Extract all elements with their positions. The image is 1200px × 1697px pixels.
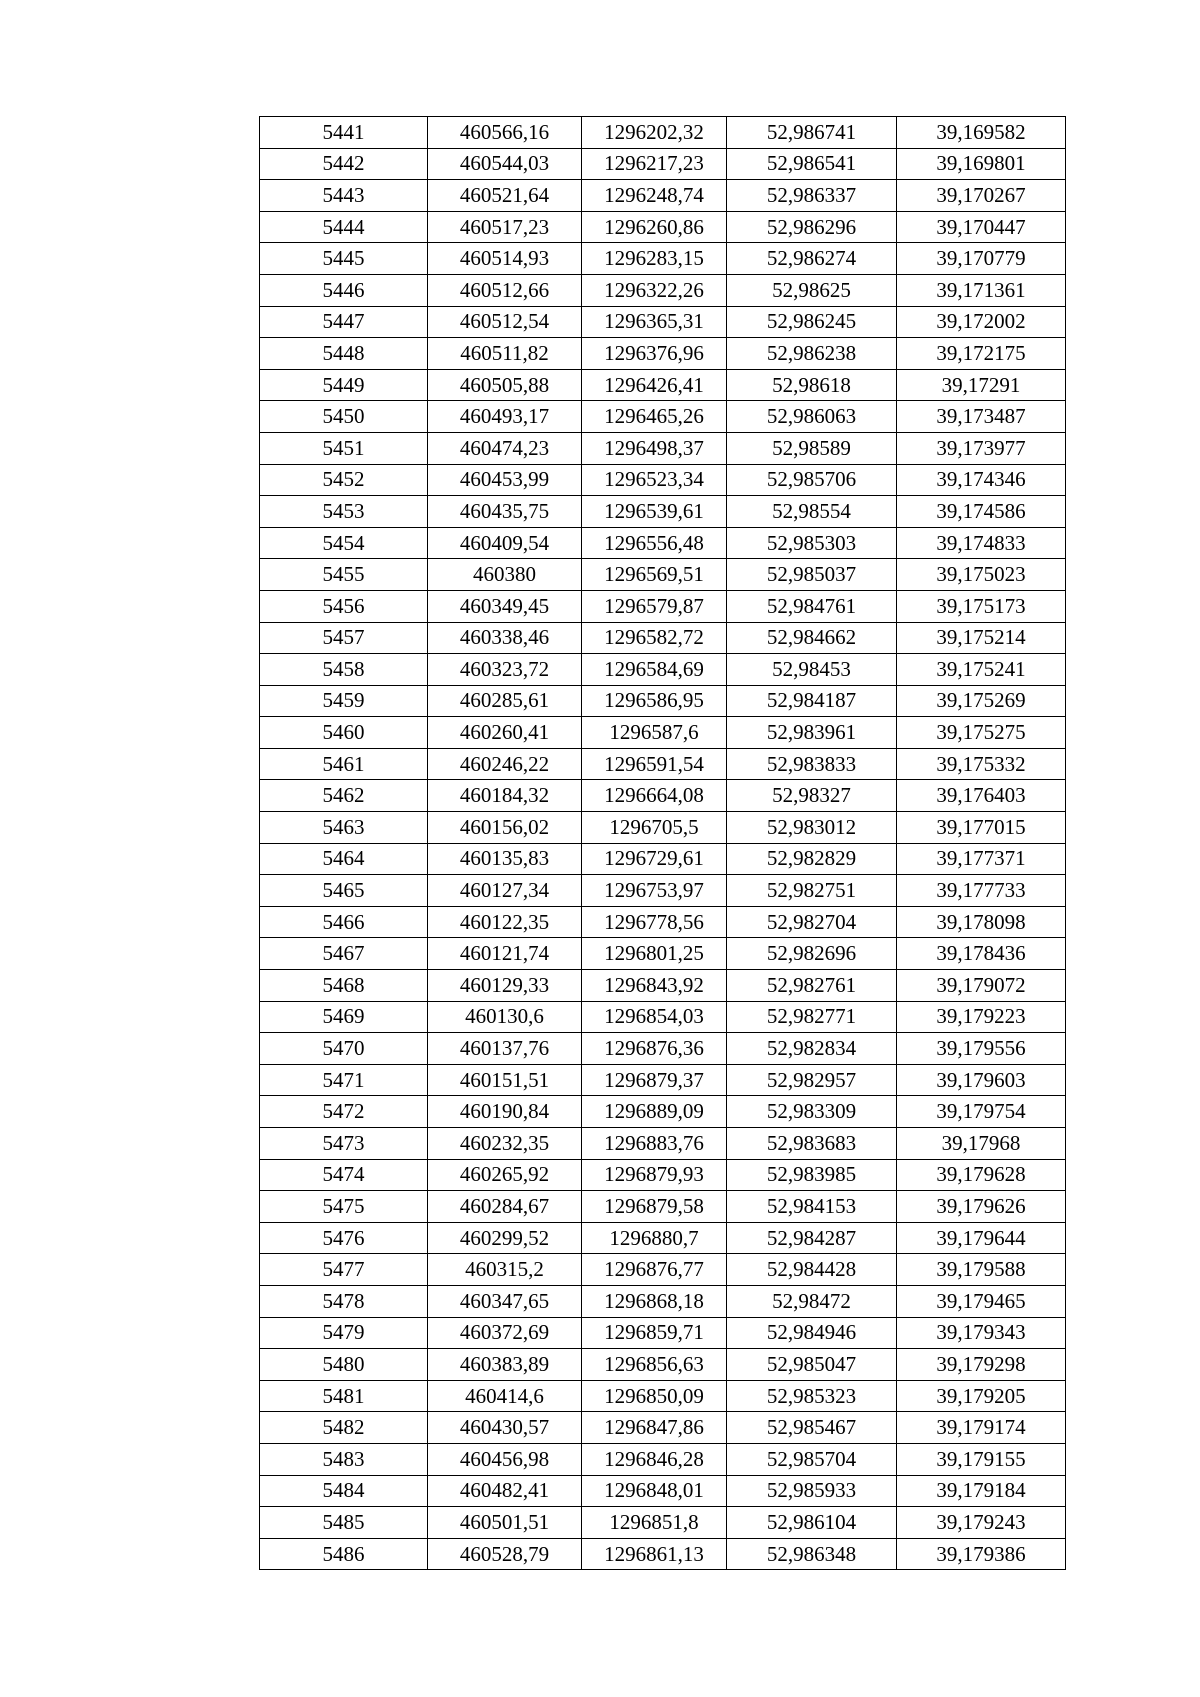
- y-coordinate-cell: 1296217,23: [582, 148, 727, 180]
- point-number-cell: 5471: [260, 1064, 428, 1096]
- point-number-cell: 5459: [260, 685, 428, 717]
- x-coordinate-cell: 460347,65: [428, 1285, 582, 1317]
- x-coordinate-cell: 460544,03: [428, 148, 582, 180]
- latitude-cell: 52,985467: [727, 1412, 897, 1444]
- point-number-cell: 5460: [260, 717, 428, 749]
- table-row: [260, 812, 1066, 844]
- x-coordinate-cell: 460505,88: [428, 369, 582, 401]
- x-coordinate-cell: 460430,57: [428, 1412, 582, 1444]
- longitude-cell: 39,17968: [897, 1128, 1066, 1160]
- longitude-cell: 39,174586: [897, 496, 1066, 528]
- latitude-cell: 52,986741: [727, 117, 897, 149]
- longitude-cell: 39,179556: [897, 1033, 1066, 1065]
- longitude-cell: 39,171361: [897, 274, 1066, 306]
- x-coordinate-cell: 460521,64: [428, 180, 582, 212]
- longitude-cell: 39,174346: [897, 464, 1066, 496]
- latitude-cell: 52,985704: [727, 1443, 897, 1475]
- latitude-cell: 52,98554: [727, 496, 897, 528]
- x-coordinate-cell: 460512,54: [428, 306, 582, 338]
- x-coordinate-cell: 460383,89: [428, 1349, 582, 1381]
- point-number-cell: 5462: [260, 780, 428, 812]
- y-coordinate-cell: 1296854,03: [582, 1001, 727, 1033]
- latitude-cell: 52,982704: [727, 906, 897, 938]
- x-coordinate-cell: 460456,98: [428, 1443, 582, 1475]
- y-coordinate-cell: 1296859,71: [582, 1317, 727, 1349]
- latitude-cell: 52,982834: [727, 1033, 897, 1065]
- point-number-cell: 5468: [260, 970, 428, 1002]
- y-coordinate-cell: 1296851,8: [582, 1507, 727, 1539]
- x-coordinate-cell: 460349,45: [428, 590, 582, 622]
- point-number-cell: 5456: [260, 590, 428, 622]
- y-coordinate-cell: 1296880,7: [582, 1222, 727, 1254]
- table-row: [260, 685, 1066, 717]
- latitude-cell: 52,983833: [727, 748, 897, 780]
- y-coordinate-cell: 1296322,26: [582, 274, 727, 306]
- y-coordinate-cell: 1296876,77: [582, 1254, 727, 1286]
- latitude-cell: 52,982829: [727, 843, 897, 875]
- y-coordinate-cell: 1296426,41: [582, 369, 727, 401]
- longitude-cell: 39,175269: [897, 685, 1066, 717]
- y-coordinate-cell: 1296879,93: [582, 1159, 727, 1191]
- longitude-cell: 39,179588: [897, 1254, 1066, 1286]
- longitude-cell: 39,179223: [897, 1001, 1066, 1033]
- y-coordinate-cell: 1296664,08: [582, 780, 727, 812]
- x-coordinate-cell: 460482,41: [428, 1475, 582, 1507]
- latitude-cell: 52,985706: [727, 464, 897, 496]
- point-number-cell: 5482: [260, 1412, 428, 1444]
- table-row: [260, 1285, 1066, 1317]
- longitude-cell: 39,179603: [897, 1064, 1066, 1096]
- longitude-cell: 39,172002: [897, 306, 1066, 338]
- point-number-cell: 5444: [260, 211, 428, 243]
- coordinates-table: [259, 116, 1066, 1570]
- y-coordinate-cell: 1296584,69: [582, 654, 727, 686]
- longitude-cell: 39,170779: [897, 243, 1066, 275]
- latitude-cell: 52,98618: [727, 369, 897, 401]
- y-coordinate-cell: 1296868,18: [582, 1285, 727, 1317]
- point-number-cell: 5443: [260, 180, 428, 212]
- x-coordinate-cell: 460184,32: [428, 780, 582, 812]
- longitude-cell: 39,177733: [897, 875, 1066, 907]
- y-coordinate-cell: 1296498,37: [582, 432, 727, 464]
- longitude-cell: 39,176403: [897, 780, 1066, 812]
- latitude-cell: 52,98625: [727, 274, 897, 306]
- latitude-cell: 52,985303: [727, 527, 897, 559]
- x-coordinate-cell: 460130,6: [428, 1001, 582, 1033]
- point-number-cell: 5474: [260, 1159, 428, 1191]
- longitude-cell: 39,175173: [897, 590, 1066, 622]
- x-coordinate-cell: 460285,61: [428, 685, 582, 717]
- longitude-cell: 39,177015: [897, 812, 1066, 844]
- table-row: [260, 274, 1066, 306]
- table-row: [260, 432, 1066, 464]
- latitude-cell: 52,986337: [727, 180, 897, 212]
- latitude-cell: 52,983961: [727, 717, 897, 749]
- table-row: [260, 369, 1066, 401]
- x-coordinate-cell: 460323,72: [428, 654, 582, 686]
- point-number-cell: 5452: [260, 464, 428, 496]
- x-coordinate-cell: 460137,76: [428, 1033, 582, 1065]
- point-number-cell: 5441: [260, 117, 428, 149]
- x-coordinate-cell: 460232,35: [428, 1128, 582, 1160]
- point-number-cell: 5467: [260, 938, 428, 970]
- y-coordinate-cell: 1296889,09: [582, 1096, 727, 1128]
- point-number-cell: 5445: [260, 243, 428, 275]
- point-number-cell: 5455: [260, 559, 428, 591]
- latitude-cell: 52,983985: [727, 1159, 897, 1191]
- point-number-cell: 5450: [260, 401, 428, 433]
- table-row: [260, 1222, 1066, 1254]
- table-row: [260, 875, 1066, 907]
- point-number-cell: 5454: [260, 527, 428, 559]
- latitude-cell: 52,982771: [727, 1001, 897, 1033]
- point-number-cell: 5451: [260, 432, 428, 464]
- point-number-cell: 5461: [260, 748, 428, 780]
- longitude-cell: 39,175241: [897, 654, 1066, 686]
- x-coordinate-cell: 460190,84: [428, 1096, 582, 1128]
- table-row: [260, 590, 1066, 622]
- y-coordinate-cell: 1296465,26: [582, 401, 727, 433]
- point-number-cell: 5483: [260, 1443, 428, 1475]
- y-coordinate-cell: 1296539,61: [582, 496, 727, 528]
- x-coordinate-cell: 460265,92: [428, 1159, 582, 1191]
- table-row: [260, 306, 1066, 338]
- x-coordinate-cell: 460435,75: [428, 496, 582, 528]
- table-row: [260, 338, 1066, 370]
- point-number-cell: 5476: [260, 1222, 428, 1254]
- point-number-cell: 5465: [260, 875, 428, 907]
- table-row: [260, 906, 1066, 938]
- point-number-cell: 5449: [260, 369, 428, 401]
- table-row: [260, 1128, 1066, 1160]
- point-number-cell: 5458: [260, 654, 428, 686]
- x-coordinate-cell: 460501,51: [428, 1507, 582, 1539]
- latitude-cell: 52,985323: [727, 1380, 897, 1412]
- x-coordinate-cell: 460528,79: [428, 1538, 582, 1570]
- point-number-cell: 5442: [260, 148, 428, 180]
- point-number-cell: 5447: [260, 306, 428, 338]
- y-coordinate-cell: 1296587,6: [582, 717, 727, 749]
- longitude-cell: 39,178436: [897, 938, 1066, 970]
- longitude-cell: 39,175332: [897, 748, 1066, 780]
- point-number-cell: 5481: [260, 1380, 428, 1412]
- x-coordinate-cell: 460511,82: [428, 338, 582, 370]
- y-coordinate-cell: 1296365,31: [582, 306, 727, 338]
- point-number-cell: 5463: [260, 812, 428, 844]
- x-coordinate-cell: 460127,34: [428, 875, 582, 907]
- x-coordinate-cell: 460260,41: [428, 717, 582, 749]
- y-coordinate-cell: 1296850,09: [582, 1380, 727, 1412]
- x-coordinate-cell: 460284,67: [428, 1191, 582, 1223]
- x-coordinate-cell: 460512,66: [428, 274, 582, 306]
- latitude-cell: 52,986541: [727, 148, 897, 180]
- table-row: [260, 1538, 1066, 1570]
- x-coordinate-cell: 460246,22: [428, 748, 582, 780]
- longitude-cell: 39,173487: [897, 401, 1066, 433]
- y-coordinate-cell: 1296856,63: [582, 1349, 727, 1381]
- x-coordinate-cell: 460151,51: [428, 1064, 582, 1096]
- y-coordinate-cell: 1296579,87: [582, 590, 727, 622]
- latitude-cell: 52,985037: [727, 559, 897, 591]
- latitude-cell: 52,984428: [727, 1254, 897, 1286]
- latitude-cell: 52,984187: [727, 685, 897, 717]
- table-row: [260, 1380, 1066, 1412]
- table-row: [260, 1254, 1066, 1286]
- y-coordinate-cell: 1296376,96: [582, 338, 727, 370]
- longitude-cell: 39,179174: [897, 1412, 1066, 1444]
- y-coordinate-cell: 1296556,48: [582, 527, 727, 559]
- point-number-cell: 5446: [260, 274, 428, 306]
- point-number-cell: 5480: [260, 1349, 428, 1381]
- table-row: [260, 622, 1066, 654]
- y-coordinate-cell: 1296778,56: [582, 906, 727, 938]
- x-coordinate-cell: 460517,23: [428, 211, 582, 243]
- longitude-cell: 39,170267: [897, 180, 1066, 212]
- x-coordinate-cell: 460156,02: [428, 812, 582, 844]
- latitude-cell: 52,986296: [727, 211, 897, 243]
- x-coordinate-cell: 460121,74: [428, 938, 582, 970]
- longitude-cell: 39,179343: [897, 1317, 1066, 1349]
- latitude-cell: 52,98327: [727, 780, 897, 812]
- longitude-cell: 39,179626: [897, 1191, 1066, 1223]
- longitude-cell: 39,175214: [897, 622, 1066, 654]
- point-number-cell: 5486: [260, 1538, 428, 1570]
- y-coordinate-cell: 1296848,01: [582, 1475, 727, 1507]
- longitude-cell: 39,169582: [897, 117, 1066, 149]
- latitude-cell: 52,98472: [727, 1285, 897, 1317]
- latitude-cell: 52,986104: [727, 1507, 897, 1539]
- table-row: [260, 970, 1066, 1002]
- longitude-cell: 39,177371: [897, 843, 1066, 875]
- x-coordinate-cell: 460380: [428, 559, 582, 591]
- x-coordinate-cell: 460514,93: [428, 243, 582, 275]
- latitude-cell: 52,983683: [727, 1128, 897, 1160]
- latitude-cell: 52,986238: [727, 338, 897, 370]
- longitude-cell: 39,179155: [897, 1443, 1066, 1475]
- point-number-cell: 5475: [260, 1191, 428, 1223]
- table-row: [260, 117, 1066, 149]
- y-coordinate-cell: 1296846,28: [582, 1443, 727, 1475]
- point-number-cell: 5470: [260, 1033, 428, 1065]
- longitude-cell: 39,172175: [897, 338, 1066, 370]
- table-row: [260, 1349, 1066, 1381]
- x-coordinate-cell: 460414,6: [428, 1380, 582, 1412]
- table-row: [260, 401, 1066, 433]
- longitude-cell: 39,179184: [897, 1475, 1066, 1507]
- longitude-cell: 39,179205: [897, 1380, 1066, 1412]
- y-coordinate-cell: 1296847,86: [582, 1412, 727, 1444]
- coordinates-table-body: [260, 117, 1066, 1570]
- y-coordinate-cell: 1296753,97: [582, 875, 727, 907]
- latitude-cell: 52,984662: [727, 622, 897, 654]
- latitude-cell: 52,98589: [727, 432, 897, 464]
- y-coordinate-cell: 1296876,36: [582, 1033, 727, 1065]
- table-row: [260, 1412, 1066, 1444]
- table-row: [260, 496, 1066, 528]
- y-coordinate-cell: 1296729,61: [582, 843, 727, 875]
- longitude-cell: 39,170447: [897, 211, 1066, 243]
- point-number-cell: 5448: [260, 338, 428, 370]
- table-row: [260, 654, 1066, 686]
- table-row: [260, 748, 1066, 780]
- table-row: [260, 1317, 1066, 1349]
- point-number-cell: 5472: [260, 1096, 428, 1128]
- latitude-cell: 52,986245: [727, 306, 897, 338]
- table-row: [260, 1443, 1066, 1475]
- longitude-cell: 39,179644: [897, 1222, 1066, 1254]
- latitude-cell: 52,982751: [727, 875, 897, 907]
- y-coordinate-cell: 1296705,5: [582, 812, 727, 844]
- latitude-cell: 52,985933: [727, 1475, 897, 1507]
- y-coordinate-cell: 1296879,37: [582, 1064, 727, 1096]
- latitude-cell: 52,983309: [727, 1096, 897, 1128]
- y-coordinate-cell: 1296861,13: [582, 1538, 727, 1570]
- table-row: [260, 717, 1066, 749]
- y-coordinate-cell: 1296883,76: [582, 1128, 727, 1160]
- x-coordinate-cell: 460453,99: [428, 464, 582, 496]
- table-row: [260, 180, 1066, 212]
- table-row: [260, 527, 1066, 559]
- latitude-cell: 52,982761: [727, 970, 897, 1002]
- longitude-cell: 39,169801: [897, 148, 1066, 180]
- longitude-cell: 39,179754: [897, 1096, 1066, 1128]
- x-coordinate-cell: 460129,33: [428, 970, 582, 1002]
- table-row: [260, 1159, 1066, 1191]
- latitude-cell: 52,983012: [727, 812, 897, 844]
- latitude-cell: 52,984946: [727, 1317, 897, 1349]
- y-coordinate-cell: 1296248,74: [582, 180, 727, 212]
- table-row: [260, 559, 1066, 591]
- y-coordinate-cell: 1296582,72: [582, 622, 727, 654]
- longitude-cell: 39,178098: [897, 906, 1066, 938]
- point-number-cell: 5473: [260, 1128, 428, 1160]
- point-number-cell: 5457: [260, 622, 428, 654]
- table-row: [260, 780, 1066, 812]
- latitude-cell: 52,982696: [727, 938, 897, 970]
- point-number-cell: 5464: [260, 843, 428, 875]
- x-coordinate-cell: 460372,69: [428, 1317, 582, 1349]
- longitude-cell: 39,17291: [897, 369, 1066, 401]
- latitude-cell: 52,984287: [727, 1222, 897, 1254]
- latitude-cell: 52,985047: [727, 1349, 897, 1381]
- table-row: [260, 1475, 1066, 1507]
- y-coordinate-cell: 1296523,34: [582, 464, 727, 496]
- longitude-cell: 39,174833: [897, 527, 1066, 559]
- x-coordinate-cell: 460299,52: [428, 1222, 582, 1254]
- latitude-cell: 52,986348: [727, 1538, 897, 1570]
- table-row: [260, 211, 1066, 243]
- latitude-cell: 52,986063: [727, 401, 897, 433]
- y-coordinate-cell: 1296260,86: [582, 211, 727, 243]
- latitude-cell: 52,98453: [727, 654, 897, 686]
- table-row: [260, 1507, 1066, 1539]
- longitude-cell: 39,179298: [897, 1349, 1066, 1381]
- y-coordinate-cell: 1296591,54: [582, 748, 727, 780]
- y-coordinate-cell: 1296801,25: [582, 938, 727, 970]
- y-coordinate-cell: 1296586,95: [582, 685, 727, 717]
- point-number-cell: 5478: [260, 1285, 428, 1317]
- point-number-cell: 5484: [260, 1475, 428, 1507]
- x-coordinate-cell: 460409,54: [428, 527, 582, 559]
- longitude-cell: 39,173977: [897, 432, 1066, 464]
- point-number-cell: 5469: [260, 1001, 428, 1033]
- longitude-cell: 39,179628: [897, 1159, 1066, 1191]
- latitude-cell: 52,982957: [727, 1064, 897, 1096]
- latitude-cell: 52,986274: [727, 243, 897, 275]
- point-number-cell: 5479: [260, 1317, 428, 1349]
- point-number-cell: 5485: [260, 1507, 428, 1539]
- longitude-cell: 39,175275: [897, 717, 1066, 749]
- x-coordinate-cell: 460122,35: [428, 906, 582, 938]
- point-number-cell: 5466: [260, 906, 428, 938]
- table-row: [260, 1001, 1066, 1033]
- x-coordinate-cell: 460493,17: [428, 401, 582, 433]
- point-number-cell: 5453: [260, 496, 428, 528]
- longitude-cell: 39,179465: [897, 1285, 1066, 1317]
- longitude-cell: 39,175023: [897, 559, 1066, 591]
- latitude-cell: 52,984153: [727, 1191, 897, 1223]
- table-row: [260, 464, 1066, 496]
- y-coordinate-cell: 1296283,15: [582, 243, 727, 275]
- table-row: [260, 1191, 1066, 1223]
- x-coordinate-cell: 460474,23: [428, 432, 582, 464]
- longitude-cell: 39,179072: [897, 970, 1066, 1002]
- point-number-cell: 5477: [260, 1254, 428, 1286]
- table-row: [260, 148, 1066, 180]
- table-row: [260, 1033, 1066, 1065]
- y-coordinate-cell: 1296569,51: [582, 559, 727, 591]
- x-coordinate-cell: 460315,2: [428, 1254, 582, 1286]
- latitude-cell: 52,984761: [727, 590, 897, 622]
- longitude-cell: 39,179386: [897, 1538, 1066, 1570]
- x-coordinate-cell: 460566,16: [428, 117, 582, 149]
- y-coordinate-cell: 1296202,32: [582, 117, 727, 149]
- y-coordinate-cell: 1296879,58: [582, 1191, 727, 1223]
- table-row: [260, 1096, 1066, 1128]
- table-row: [260, 1064, 1066, 1096]
- x-coordinate-cell: 460338,46: [428, 622, 582, 654]
- table-row: [260, 243, 1066, 275]
- x-coordinate-cell: 460135,83: [428, 843, 582, 875]
- table-row: [260, 938, 1066, 970]
- longitude-cell: 39,179243: [897, 1507, 1066, 1539]
- y-coordinate-cell: 1296843,92: [582, 970, 727, 1002]
- table-row: [260, 843, 1066, 875]
